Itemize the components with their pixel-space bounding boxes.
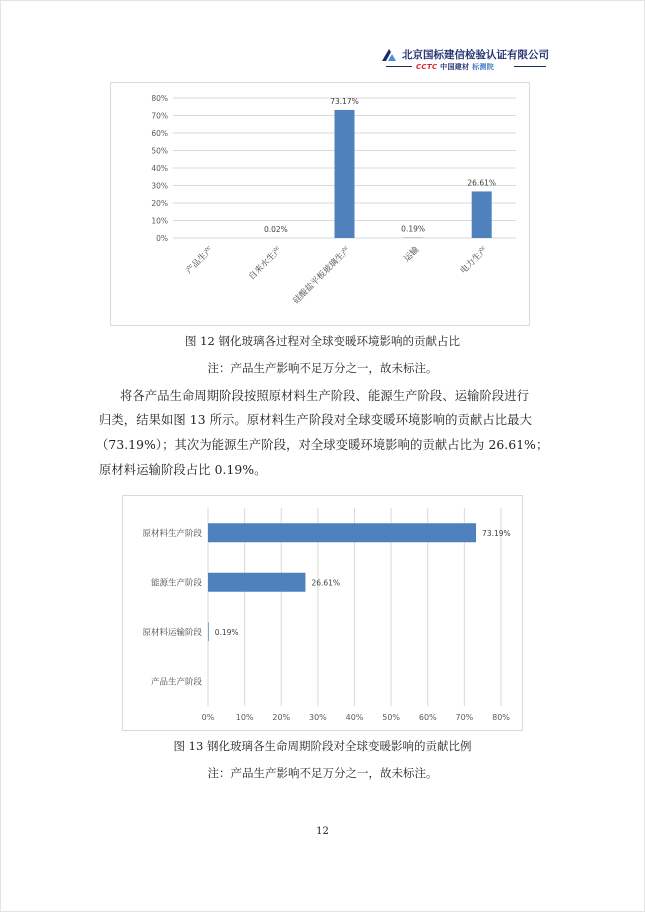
paragraph-line-3: （73.19%）；其次为能源生产阶段，对全球变暖环境影响的贡献占比为 26.61%； — [96, 438, 549, 452]
y-tick-label: 80% — [151, 94, 168, 103]
paragraph-line-2: 归类，结果如图 13 所示。原材料生产阶段对全球变暖环境影响的贡献占比最大 — [99, 413, 532, 427]
paragraph-line-1: 将各产品生命周期阶段按照原材料生产阶段、能源生产阶段、运输阶段进行 — [120, 389, 530, 403]
figure13-note: 注：产品生产影响不足万分之一，故未标注。 — [207, 766, 438, 780]
brand-sub: 标测院 — [472, 63, 494, 71]
x-tick-label: 80% — [492, 713, 510, 722]
x-tick-label: 产品生产 — [184, 245, 216, 277]
bar — [472, 191, 492, 238]
x-tick-label: 70% — [455, 713, 474, 722]
bar — [208, 622, 209, 641]
x-tick-label: 30% — [308, 713, 327, 722]
header-rule-right — [514, 66, 546, 67]
data-label: 0.19% — [401, 224, 426, 234]
bar — [208, 573, 305, 592]
y-tick-label: 70% — [151, 111, 168, 121]
figure12-caption: 图 12 钢化玻璃各过程对全球变暖环境影响的贡献占比 — [185, 334, 460, 348]
x-tick-label: 自来水生产 — [246, 245, 285, 283]
x-tick-label: 运输 — [402, 245, 422, 265]
data-label: 26.61% — [467, 178, 497, 188]
x-tick-label: 10% — [235, 713, 254, 722]
x-tick-label: 硅酸盐平板玻璃生产 — [291, 245, 353, 307]
data-label: 73.19% — [482, 528, 511, 538]
x-tick-label: 0% — [201, 713, 215, 722]
figure13-caption: 图 13 钢化玻璃各生命周期阶段对全球变暖影响的贡献比例 — [173, 739, 472, 753]
brand-cctc: CCTC — [416, 63, 438, 71]
y-tick-label: 0% — [156, 234, 168, 243]
bar — [335, 110, 355, 238]
x-tick-label: 40% — [345, 713, 364, 722]
figure13-chart — [122, 495, 523, 731]
figure12-note: 注：产品生产影响不足万分之一，故未标注。 — [207, 361, 438, 375]
header-rule-left — [386, 66, 412, 67]
y-tick-label: 产品生产阶段 — [150, 677, 202, 688]
company-logo-icon — [381, 48, 397, 62]
y-tick-label: 原材料运输阶段 — [142, 627, 202, 638]
y-tick-label: 50% — [151, 146, 168, 156]
y-tick-label: 40% — [151, 164, 168, 173]
company-name: 北京国标建信检验认证有限公司 — [402, 49, 549, 61]
x-tick-label: 50% — [382, 713, 401, 722]
y-tick-label: 原材料生产阶段 — [142, 528, 202, 539]
x-tick-label: 20% — [272, 713, 291, 722]
figure13-svg — [123, 496, 522, 730]
x-tick-label: 电力生产 — [458, 245, 490, 277]
header-company — [381, 47, 549, 62]
figure12-svg — [111, 83, 529, 325]
brand-group: 中国建材 — [440, 63, 470, 71]
header-sub-brand — [386, 62, 546, 72]
page-number: 12 — [316, 826, 329, 837]
paragraph-line-4: 原材料运输阶段占比 0.19%。 — [99, 463, 267, 477]
bar — [208, 523, 476, 542]
data-label: 0.02% — [263, 224, 288, 234]
data-label: 26.61% — [311, 578, 341, 588]
x-tick-label: 60% — [418, 713, 437, 722]
y-tick-label: 60% — [151, 129, 168, 138]
figure12-chart — [110, 82, 530, 326]
data-label: 73.17% — [330, 96, 359, 106]
y-tick-label: 20% — [151, 199, 168, 208]
y-tick-label: 能源生产阶段 — [150, 578, 202, 589]
y-tick-label: 30% — [151, 181, 168, 191]
y-tick-label: 10% — [151, 216, 168, 226]
data-label: 0.19% — [214, 627, 239, 637]
